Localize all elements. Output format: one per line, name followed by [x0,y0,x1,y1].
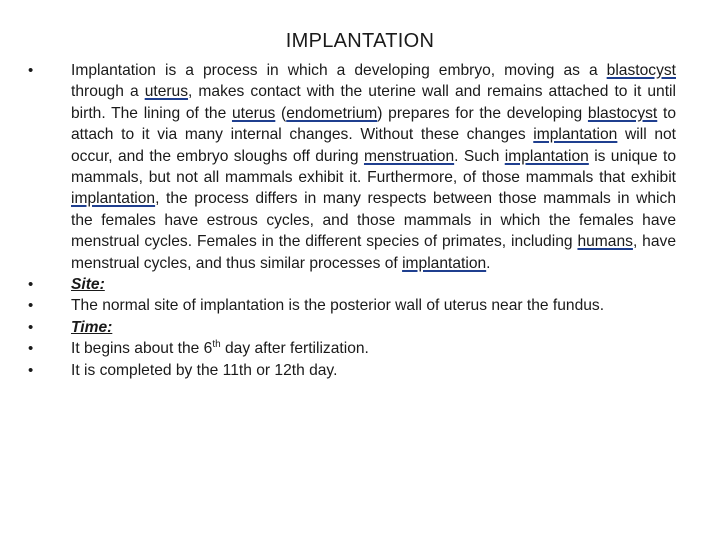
link-blastocyst[interactable]: blastocyst [587,104,658,122]
bullet-list [28,60,676,381]
bullet-site-text [28,295,676,316]
link-implantation[interactable]: implantation [402,254,487,272]
time-text: day after fertilization. [220,340,369,358]
bullet-marker: • [28,62,34,79]
intro-text: . [486,254,491,272]
link-menstruation[interactable]: menstruation [363,147,455,165]
intro-text: is unique to mammals, but not all mammals exhibit it. Furthermore, of those mammals that exhibit [71,147,677,187]
intro-text: will not occur, and the embryo sloughs off during [71,126,676,165]
bullet-intro [28,60,676,274]
time-heading: Time: [71,318,113,336]
intro-text: Implantation is a process in which a developing embryo, moving as a [71,62,607,79]
bullet-complete-text [28,360,676,381]
intro-text: , have menstrual cycles, and thus similar processes of [71,233,676,272]
bullet-marker: • [28,361,34,379]
slide-title: IMPLANTATION [285,30,435,52]
intro-text: . Such [454,147,505,165]
link-endometrium[interactable]: endometrium [286,104,378,122]
site-heading: Site: [71,276,105,294]
intro-text: to attach to it via many internal changes. Without these changes [71,104,676,144]
intro-text: , makes contact with the uterine wall and remains attached to it until birth. The lining of the [71,83,676,122]
site-text: The normal site of implantation is the posterior wall of uterus near the fundus. [71,297,605,315]
time-text-superscript: th [212,339,221,351]
time-text: It begins about the 6 [71,340,213,358]
link-humans[interactable]: humans [577,233,633,251]
intro-text: through a [71,83,145,101]
link-implantation[interactable]: implantation [71,190,156,208]
intro-text: ( [275,104,287,122]
bullet-time-text [28,338,676,359]
link-implantation[interactable]: implantation [504,147,589,165]
bullet-time-heading [28,317,676,338]
link-uterus[interactable]: uterus [231,104,276,122]
link-uterus[interactable]: uterus [144,83,189,101]
link-implantation[interactable]: implantation [533,126,618,144]
bullet-marker: • [28,340,34,358]
complete-text: It is completed by the 11th or 12th day. [71,361,338,379]
bullet-marker: • [28,318,34,336]
intro-text: , the process differs in many respects between those mammals in which the females have estrous cycles, and those mammals in which the females have menstrual cycles. Females in the different species of primates, including [71,190,676,251]
intro-text: ) prepares for the developing [377,104,588,122]
bullet-marker: • [28,297,34,315]
bullet-marker: • [28,276,34,294]
link-blastocyst[interactable]: blastocyst [606,62,676,79]
bullet-site-heading [28,274,676,295]
